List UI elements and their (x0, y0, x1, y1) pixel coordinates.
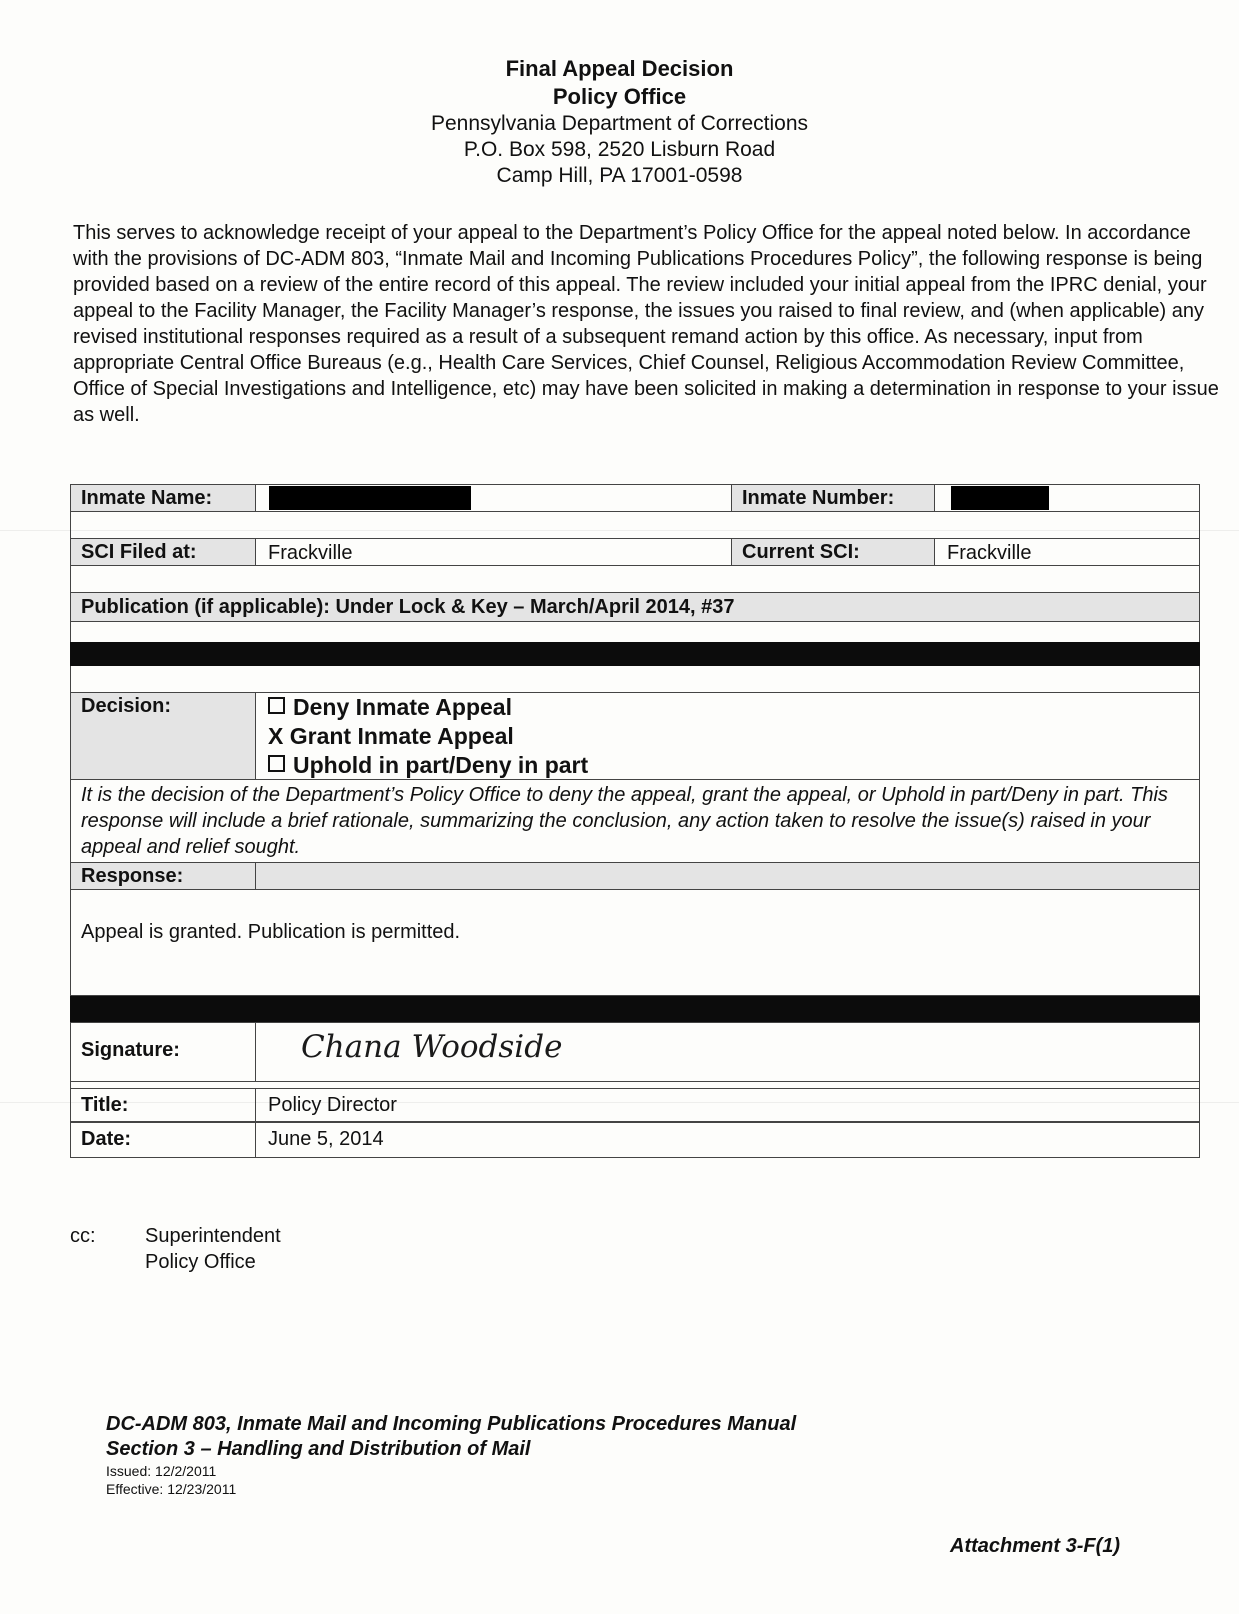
document-header (0, 55, 1239, 189)
checkbox-icon (268, 697, 285, 714)
footer-manual-title: DC-ADM 803, Inmate Mail and Incoming Publications Procedures Manual (106, 1413, 797, 1435)
decision-label: Decision: (71, 693, 256, 779)
decision-note: It is the decision of the Department’s Policy Office to deny the appeal, grant the appeal, or Uphold in part/Deny in part. This response will include a brief rationale, summarizing the conclusion, any action taken to resolve the issue(s) raised in your appeal and relief sought. (70, 780, 1200, 862)
option-uphold-deny-part: Uphold in part/Deny in part (268, 751, 588, 780)
inmate-number-redaction (951, 486, 1049, 510)
signature-image: Chana Woodside (301, 1029, 563, 1065)
sci-row (70, 538, 1200, 566)
address-line-2: Camp Hill, PA 17001-0598 (496, 164, 743, 187)
current-sci-value: Frackville (947, 542, 1032, 564)
document-title: Final Appeal Decision (505, 56, 734, 81)
response-text: Appeal is granted. Publication is permitted. (81, 921, 461, 943)
inmate-number-label: Inmate Number: (731, 485, 935, 511)
cc-label: cc: (70, 1225, 96, 1247)
x-mark-icon: X (268, 723, 284, 749)
decision-options (256, 693, 600, 779)
cc-recipient: Policy Office (145, 1251, 256, 1273)
signature-label: Signature: (71, 1023, 256, 1081)
response-row (70, 862, 1200, 890)
footer-effective: Effective: 12/23/2011 (106, 1481, 237, 1497)
option-deny: Deny Inmate Appeal (268, 693, 588, 722)
decision-row (70, 692, 1200, 780)
date-row (70, 1122, 1200, 1158)
document-subtitle: Policy Office (552, 84, 687, 109)
separator-bar (70, 996, 1200, 1022)
option-grant: X Grant Inmate Appeal (268, 723, 514, 749)
response-box (70, 890, 1200, 996)
sci-filed-label: SCI Filed at: (71, 539, 256, 565)
department-name: Pennsylvania Department of Corrections (430, 112, 808, 135)
title-label: Title: (71, 1089, 256, 1121)
publication-line: Publication (if applicable): Under Lock & Key – March/April 2014, #37 (70, 592, 1200, 622)
intro-paragraph: This serves to acknowledge receipt of your appeal to the Department’s Policy Office for the appeal noted below. In accordance with the provisions of DC-ADM 803, “Inmate Mail and Incoming Publications Procedures Policy”, the following response is being provided based on a review of the entire record of this appeal. The review included your initial appeal from the IPRC denial, your appeal to the Facility Manager, the Facility Manager’s response, the issues you raised to final review, and (when applicable) any revised institutional responses required as a result of a subsequent remand action by this office. As necessary, input from appropriate Central Office Bureaus (e.g., Health Care Services, Chief Counsel, Religious Accommodation Review Committee, Office of Special Investigations and Intelligence, etc) may have been solicited in making a determination in response to your issue as well. (73, 222, 1219, 426)
document-footer (106, 1412, 796, 1498)
date-label: Date: (71, 1123, 256, 1157)
date-value: June 5, 2014 (268, 1128, 384, 1150)
cc-recipient: Superintendent (145, 1225, 281, 1247)
response-label: Response: (71, 863, 256, 889)
title-row (70, 1088, 1200, 1122)
footer-section-title: Section 3 – Handling and Distribution of Mail (106, 1438, 531, 1460)
title-value: Policy Director (268, 1094, 397, 1116)
footer-issued: Issued: 12/2/2011 (106, 1463, 217, 1479)
inmate-row (70, 484, 1200, 512)
sci-filed-value: Frackville (268, 542, 353, 564)
signature-row (70, 1022, 1200, 1082)
address-line-1: P.O. Box 598, 2520 Lisburn Road (463, 138, 776, 161)
separator-bar (70, 642, 1200, 666)
inmate-name-redaction (269, 486, 471, 510)
checkbox-icon (268, 755, 285, 772)
attachment-label: Attachment 3-F(1) (950, 1535, 1121, 1557)
current-sci-label: Current SCI: (731, 539, 935, 565)
inmate-name-label: Inmate Name: (71, 485, 256, 511)
